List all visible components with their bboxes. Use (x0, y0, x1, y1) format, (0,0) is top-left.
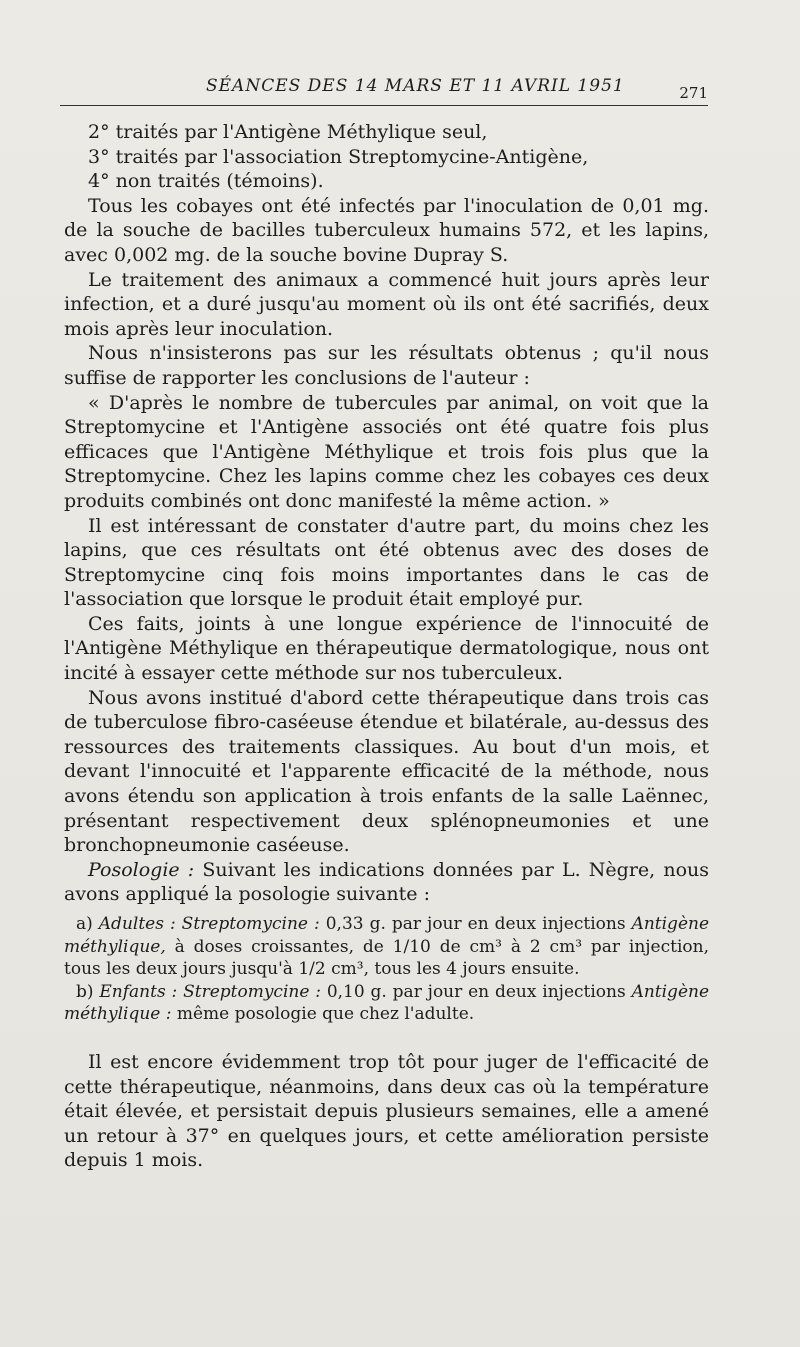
posology-block (64, 913, 709, 1026)
paragraph-treatment: Le traitement des animaux a commencé huit jours après leur infection, et a duré jusqu'au moment où ils ont été sacrifiés, deux mois après leur inoculation. (64, 268, 709, 340)
posology-b-text-1: 0,10 g. par jour en deux injections (320, 981, 632, 1002)
list-item-4: 4° non traités (témoins). (88, 170, 324, 193)
paragraph-institution: Nous avons institué d'abord cette thérapeutique dans trois cas de tuberculose fibro-caséeuse étendue et bilatérale, au-dessus des ressources des traitements classiques. Au bout d'un mois, et devant l'innocuité et l'apparente efficacité de la méthode, nous avons étendu son application à trois enfants de la salle Laënnec, présentant respectivement deux splénopneumonies et une bronchopneumonie caséeuse. (64, 686, 709, 857)
posology-a-text-2: à doses croissantes, de 1/10 de cm³ à 2 cm³ par injection, tous les deux jours jusqu'à 1/2 cm³, tous les 4 jours ensuite. (64, 936, 709, 979)
posology-a-label: Adultes : Streptomycine : (98, 914, 320, 934)
paragraph-doses: Il est intéressant de constater d'autre part, du moins chez les lapins, que ces résultats ont été obtenus avec des doses de Streptomycine cinq fois moins importantes dans le cas de l'association que lorsque le produit était employé pur. (64, 514, 709, 611)
paragraph-quote: « D'après le nombre de tubercules par animal, on voit que la Streptomycine et l'Antigène associés ont été quatre fois plus efficaces que l'Antigène Méthylique et trois fois plus que la Streptomycine. Chez les lapins comme chez les cobayes ces deux produits combinés ont donc manifesté la même action. » (64, 391, 709, 512)
posology-b-label: Enfants : Streptomycine : (99, 981, 321, 1002)
paragraph-innocuity: Ces faits, joints à une longue expérience de l'innocuité de l'Antigène Méthylique en thérapeutique dermatologique, nous ont incité à essayer cette méthode sur nos tuberculeux. (64, 612, 709, 685)
header-rule (60, 105, 708, 106)
paragraph-conclusion: Il est encore évidemment trop tôt pour juger de l'efficacité de cette thérapeutique, néanmoins, dans deux cas où la température était élevée, et persistait depuis plusieurs semaines, elle a amené un retour à 37° en quelques jours, et cette amélioration persiste depuis 1 mois. (64, 1051, 709, 1171)
posology-b-label-2: Antigène méthylique : (64, 981, 710, 1024)
paragraph-posology-intro (64, 858, 709, 907)
final-text (64, 1050, 709, 1173)
paragraph-infection: Tous les cobayes ont été infectés par l'inoculation de 0,01 mg. de la souche de bacilles tuberculeux humains 572, et les lapins, avec 0,002 mg. de la souche bovine Dupray S. (64, 194, 709, 266)
list-item-2: 2° traités par l'Antigène Méthylique seul, (88, 121, 488, 143)
posology-a-text-1: 0,33 g. par jour en deux injections (319, 914, 632, 934)
list-item-3: 3° traités par l'association Streptomycine-Antigène, (88, 145, 589, 168)
posology-b-marker: b) (76, 981, 100, 1002)
page-header (60, 74, 708, 102)
posology-b-text-2: même posologie que chez l'adulte. (171, 1004, 475, 1024)
main-text (64, 120, 709, 907)
paragraph-results: Nous n'insisterons pas sur les résultats obtenus ; qu'il nous suffise de rapporter les conclusions de l'auteur : (64, 342, 709, 389)
posology-intro-text: Suivant les indications données par L. Nègre, nous avons appliqué la posologie suivante : (64, 858, 709, 906)
posology-a-label-2: Antigène méthylique, (64, 914, 710, 957)
posology-a-marker: a) (76, 914, 99, 934)
posology-adults (64, 913, 709, 981)
posology-label: Posologie : (88, 858, 195, 881)
page-number: 271 (679, 84, 708, 102)
posology-children (64, 981, 709, 1026)
running-title: SÉANCES DES 14 MARS ET 11 AVRIL 1951 (206, 76, 625, 96)
